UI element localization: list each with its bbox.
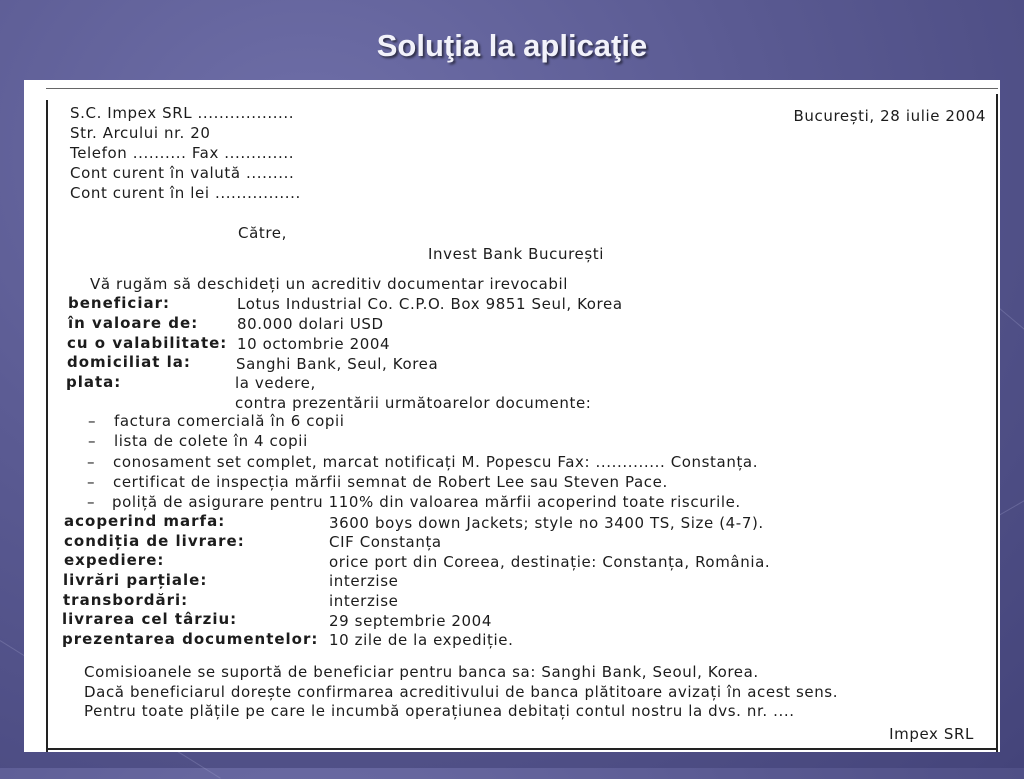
closing-line: Comisioanele se suportă de beneficiar pentru banca sa: Sanghi Bank, Seoul, Korea. xyxy=(84,663,759,681)
document-item: lista de colete în 4 copii xyxy=(114,432,308,450)
document-item: conosament set complet, marcat notificați M. Popescu Fax: ............. Constanța. xyxy=(113,453,759,471)
term-label: prezentarea documentelor: xyxy=(62,630,319,648)
bullet-dash: – xyxy=(87,453,96,471)
term-value: 10 zile de la expediție. xyxy=(329,631,514,649)
term-label: în valoare de: xyxy=(68,314,199,332)
term-value: orice port din Coreea, destinație: Constanța, România. xyxy=(329,553,771,571)
documents-intro: contra prezentării următoarelor documente: xyxy=(235,394,592,412)
letter-date: București, 28 iulie 2004 xyxy=(793,107,986,125)
sender-account-currency: Cont curent în valută ......... xyxy=(70,164,295,182)
term-label: acoperind marfa: xyxy=(64,512,226,530)
sender-company: S.C. Impex SRL .................. xyxy=(70,104,295,122)
term-label: cu o valabilitate: xyxy=(67,334,228,352)
sender-phone-fax: Telefon .......... Fax ............. xyxy=(70,144,295,162)
term-label: transbordări: xyxy=(63,591,189,609)
term-label: expediere: xyxy=(64,551,165,569)
bullet-dash: – xyxy=(87,473,96,491)
term-label: livrarea cel târziu: xyxy=(62,610,238,628)
term-value: 80.000 dolari USD xyxy=(237,315,384,333)
term-label: plata: xyxy=(66,373,122,391)
term-value: 10 octombrie 2004 xyxy=(237,335,391,353)
term-value: Lotus Industrial Co. C.P.O. Box 9851 Seul, Korea xyxy=(237,295,623,313)
document-item: factura comercială în 6 copii xyxy=(114,412,345,430)
slide-title: Soluţia la aplicaţie xyxy=(376,28,648,63)
term-value: 29 septembrie 2004 xyxy=(329,612,492,630)
bullet-dash: – xyxy=(88,412,97,430)
term-value: Sanghi Bank, Seul, Korea xyxy=(236,355,439,373)
scanned-letter xyxy=(24,80,1000,752)
recipient-bank: Invest Bank București xyxy=(428,245,605,263)
term-value: interzise xyxy=(329,592,399,610)
frame-line xyxy=(46,748,998,750)
to-label: Către, xyxy=(238,224,287,242)
document-item: certificat de inspecția mărfii semnat de Robert Lee sau Steven Pace. xyxy=(113,473,668,491)
closing-line: Dacă beneficiarul dorește confirmarea acreditivului de banca plătitoare avizați în acest sens. xyxy=(84,683,839,701)
sender-street: Str. Arcului nr. 20 xyxy=(70,124,211,142)
term-value: CIF Constanța xyxy=(329,533,442,551)
term-value: 3600 boys down Jackets; style no 3400 TS, Size (4-7). xyxy=(329,514,764,532)
letter-intro: Vă rugăm să deschideți un acreditiv documentar irevocabil xyxy=(90,275,569,293)
frame-line xyxy=(46,88,998,89)
sender-account-lei: Cont curent în lei ................ xyxy=(70,184,301,202)
term-label: beneficiar: xyxy=(68,294,170,312)
term-label: condiția de livrare: xyxy=(64,532,245,550)
signature: Impex SRL xyxy=(889,725,974,743)
bullet-dash: – xyxy=(88,432,97,450)
closing-line: Pentru toate plățile pe care le incumbă operațiunea debitați contul nostru la dvs. nr. .... xyxy=(84,702,795,720)
term-value: interzise xyxy=(329,572,399,590)
document-item: poliță de asigurare pentru 110% din valoarea mărfii acoperind toate riscurile. xyxy=(112,493,741,511)
term-label: domiciliat la: xyxy=(67,353,191,371)
frame-line xyxy=(996,94,998,752)
bullet-dash: – xyxy=(87,493,96,511)
frame-line xyxy=(46,100,48,752)
term-value: la vedere, xyxy=(235,374,316,392)
term-label: livrări parțiale: xyxy=(63,571,208,589)
